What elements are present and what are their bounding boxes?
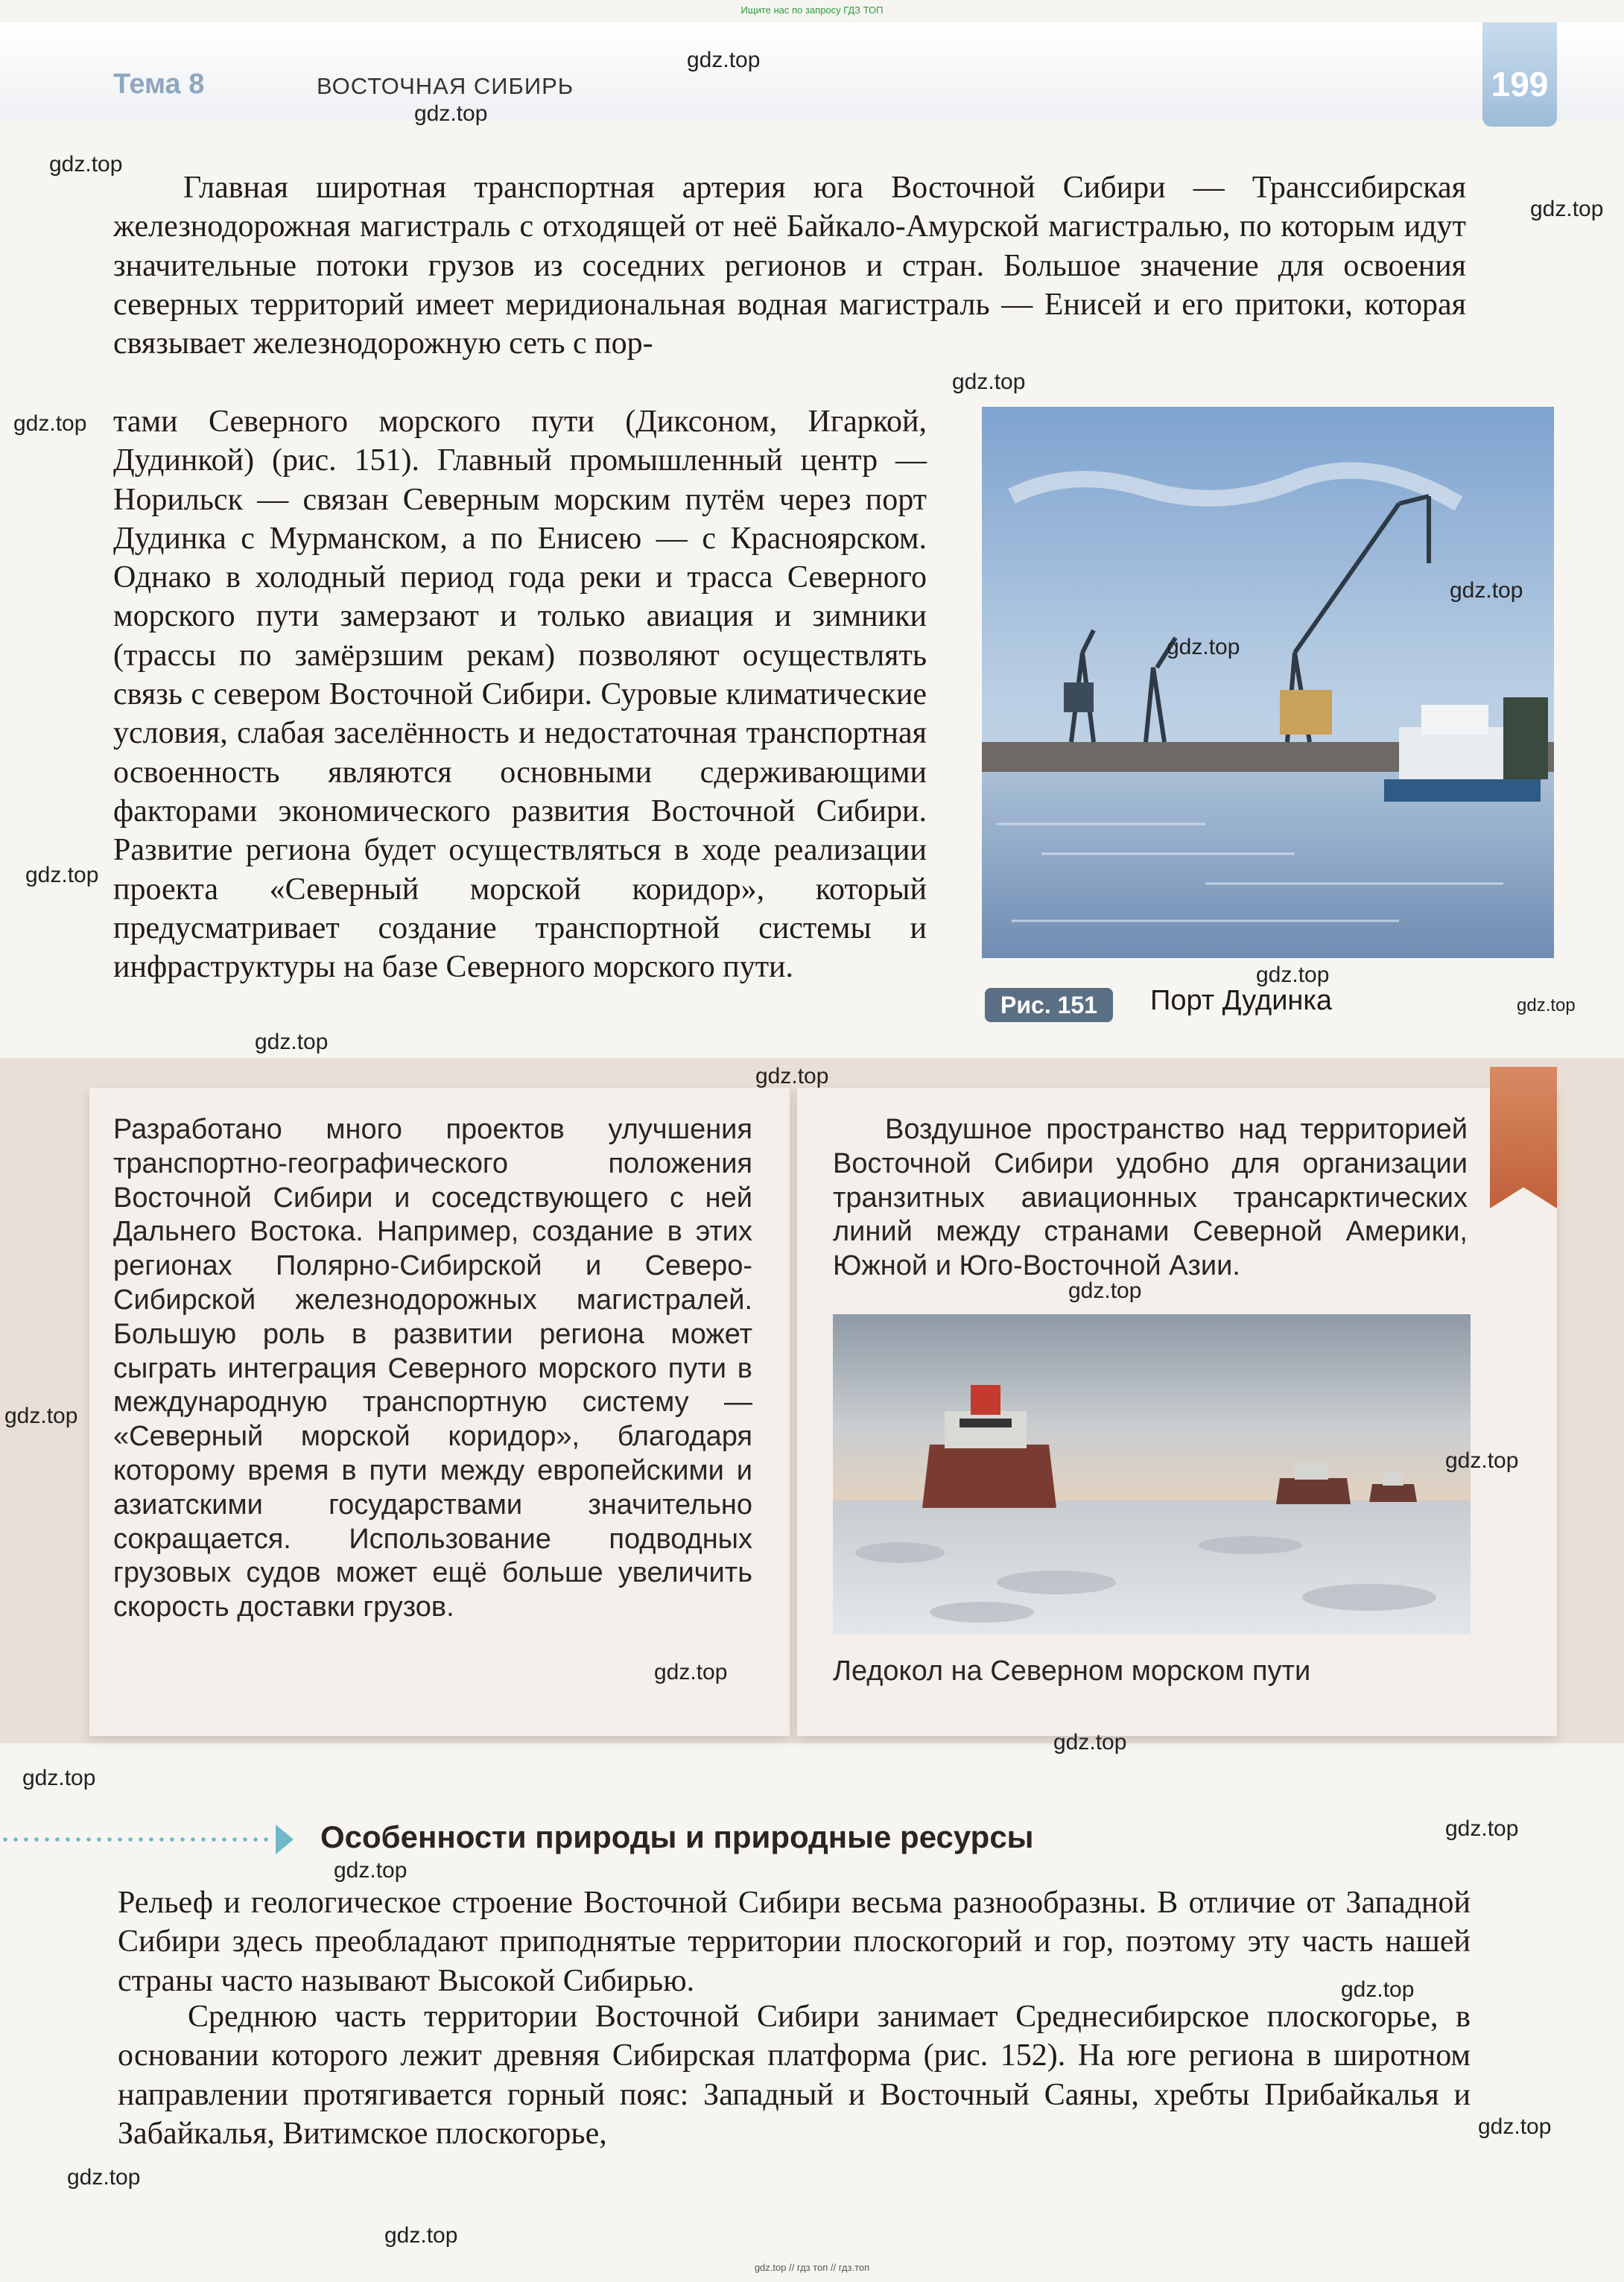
port-dudinka-photo <box>982 407 1554 958</box>
watermark: gdz.top <box>22 1766 96 1790</box>
page-number-tab <box>1482 22 1557 127</box>
watermark: gdz.top <box>25 863 99 887</box>
theme-label: Тема 8 <box>113 69 205 100</box>
bookmark-ribbon <box>1490 1067 1557 1208</box>
panel-left-text: Разработано много проектов улучшения транспортно-географического положения Восточной Сибири и соседствующего с ней Дальнего Востока. Например, создание в этих регионах Полярно-Сибирской и Северо-Сибирской железнодорожных магистралей. Большую роль в развитии региона может сыграть интеграция Северного морского пути в международную транспортную систему — «Северный морской коридор», благодаря которому время в пути между европейскими и азиатскими государствами значительно сокращается. Использование подводных грузовых судов может ещё больше увеличить скорость доставки грузов. <box>113 1114 752 1623</box>
watermark: gdz.top <box>1478 2114 1552 2139</box>
watermark: gdz.top <box>755 1064 829 1088</box>
watermark: gdz.top <box>255 1030 329 1054</box>
figure-151-caption: Порт Дудинка <box>1150 985 1332 1016</box>
heading-arrow-icon <box>276 1825 294 1854</box>
watermark: gdz.top <box>49 152 123 177</box>
paragraph-relief-2: Среднюю часть территории Восточной Сибири занимает Среднесибирское плоскогорье, в основании которого лежит древняя Сибирская платформа (рис. 152). На юге региона в широтном направлении протягивается горный пояс: Западный и Восточный Саяны, хребты Прибайкалья и Забайкалья, Витимское плоскогорье, <box>118 2000 1471 2151</box>
watermark: gdz.top <box>687 48 761 72</box>
watermark: gdz.top <box>334 1858 407 1883</box>
icebreaker-caption: Ледокол на Северном морском пути <box>833 1655 1311 1687</box>
watermark: gdz.top <box>384 2223 458 2248</box>
paragraph-transport-2: тами Северного морского пути (Диксоном, Игаркой, Дудинкой) (рис. 151). Главный промышленный центр — Норильск — связан Северным морским путём через порт Дудинка с Мурманском, а по Енисею — с Красноярском. Однако в холодный период года реки и трасса Северного морского пути замерзают и только авиация и зимники (трассы по замёрзшим рекам) позволяют осуществлять связь с севером Восточной Сибири. Суровые климатические условия, слабая заселённость и недостаточная транспортная освоенность являются основными сдерживающими факторами экономического развития Восточной Сибири. Развитие региона будет осуществляться в ходе реализации проекта «Северный морской коридор», который предусматривает создание транспортной системы и инфраструктуры на базе Северного морского пути. <box>113 405 927 985</box>
paragraph-transport-1: Главная широтная транспортная артерия юга Восточной Сибири — Транссибирская железнодорожная магистраль с отходящей от неё Байкало-Амурской магистралью, по которым идут значительные потоки грузов из соседних регионов и стран. Большое значение для освоения северных территорий имеет меридиональная водная магистраль — Енисей и его притоки, которая связывает железнодорожную сеть с пор- <box>113 171 1466 361</box>
watermark: gdz.top <box>654 1660 728 1684</box>
page-number: 199 <box>1491 65 1549 104</box>
watermark: gdz.top <box>1450 578 1523 603</box>
watermark: gdz.top <box>1517 995 1576 1015</box>
watermark: gdz.top <box>1053 1730 1127 1755</box>
watermark: gdz.top <box>13 411 87 436</box>
section-title: ВОСТОЧНАЯ СИБИРЬ <box>317 73 574 99</box>
paragraph-relief-1: Рельеф и геологическое строение Восточной Сибири весьма разнообразны. В отличие от Западной Сибири здесь преобладают приподнятые территории плоскогорий и гор, поэтому эту часть нашей страны часто называют Высокой Сибирью. <box>118 1886 1471 1998</box>
watermark: gdz.top <box>952 370 1026 394</box>
watermark: gdz.top <box>1445 1816 1519 1841</box>
watermark: gdz.top <box>1341 1977 1415 2002</box>
watermark: gdz.top <box>67 2165 141 2190</box>
top-search-note: Ищите нас по запросу ГДЗ ТОП <box>740 4 884 16</box>
watermark: gdz.top <box>1256 963 1330 987</box>
watermark: gdz.top <box>4 1404 78 1428</box>
watermark: gdz.top <box>414 101 488 126</box>
page-header <box>0 22 1624 119</box>
icebreaker-photo <box>833 1314 1471 1635</box>
figure-151-badge: Рис. 151 <box>985 988 1113 1022</box>
watermark: gdz.top <box>1068 1278 1142 1303</box>
watermark: gdz.top <box>1530 197 1604 221</box>
section-heading-nature: Особенности природы и природные ресурсы <box>320 1819 1034 1854</box>
bottom-note: gdz.top // гдз топ // гдз.топ <box>754 2262 870 2273</box>
watermark: gdz.top <box>1167 635 1240 659</box>
watermark: gdz.top <box>1445 1448 1519 1473</box>
panel-right-text: Воздушное пространство над территорией Восточной Сибири удобно для организации транзитных авиационных трансарктических линий между странами Северной Америки, Южной и Юго-Восточной Азии. <box>833 1114 1468 1282</box>
heading-dotted-line <box>0 1837 268 1842</box>
